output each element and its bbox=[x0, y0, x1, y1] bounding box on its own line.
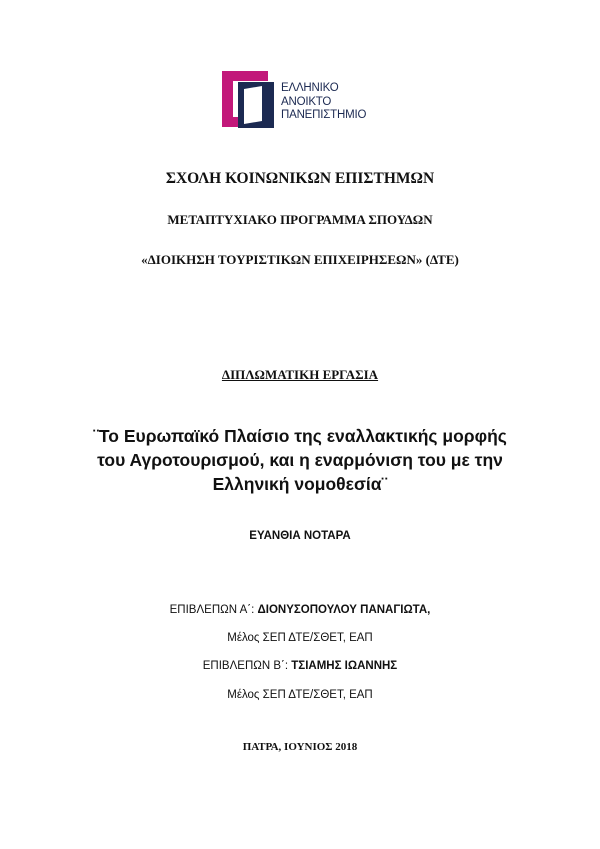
place-and-date: ΠΑΤΡΑ, ΙΟΥΝΙΟΣ 2018 bbox=[242, 741, 358, 753]
supervisor-a-role: Μέλος ΣΕΠ ΔΤΕ/ΣΘΕΤ, ΕΑΠ bbox=[227, 632, 373, 644]
supervisor-b-label: ΕΠΙΒΛΕΠΩΝ Β΄: bbox=[202, 660, 292, 672]
school-name: ΣΧΟΛΗ ΚΟΙΝΩΝΙΚΩΝ ΕΠΙΣΤΗΜΩΝ bbox=[165, 170, 435, 187]
supervisor-a-label: ΕΠΙΒΛΕΠΩΝ Α΄: bbox=[169, 604, 258, 616]
thesis-title-line-3: Ελληνική νομοθεσία¨ bbox=[212, 474, 388, 494]
thesis-title-line-2: του Αγροτουρισμού, και η εναρμόνιση του με την bbox=[97, 450, 503, 470]
university-logo bbox=[222, 71, 382, 133]
author-name: ΕΥΑΝΘΙΑ ΝΟΤΑΡΑ bbox=[249, 530, 351, 542]
logo-line-3: ΠΑΝΕΠΙΣΤΗΜΙΟ bbox=[281, 109, 367, 121]
supervisor-b bbox=[0, 660, 600, 672]
supervisor-b-role: Μέλος ΣΕΠ ΔΤΕ/ΣΘΕΤ, ΕΑΠ bbox=[227, 689, 373, 701]
supervisor-a-name: ΔΙΟΝΥΣΟΠΟΥΛΟΥ ΠΑΝΑΓΙΩΤΑ, bbox=[257, 604, 431, 616]
subprogram-name: «ΔΙΟΙΚΗΣΗ ΤΟΥΡΙΣΤΙΚΩΝ ΕΠΙΧΕΙΡΗΣΕΩΝ» (ΔΤΕ) bbox=[141, 252, 459, 267]
program-name: ΜΕΤΑΠΤΥΧΙΑΚΟ ΠΡΟΓΡΑΜΜΑ ΣΠΟΥΔΩΝ bbox=[167, 212, 433, 227]
logo-line-2: ΑΝΟΙΚΤΟ bbox=[281, 95, 332, 108]
university-logo-icon bbox=[222, 71, 278, 133]
supervisor-b-name: ΤΣΙΑΜΗΣ ΙΩΑΝΝΗΣ bbox=[291, 660, 398, 672]
thesis-title bbox=[60, 424, 540, 496]
logo-text bbox=[281, 82, 366, 123]
thesis-title-line-1: ¨Το Ευρωπαϊκό Πλαίσιο της εναλλακτικής μορφής bbox=[93, 426, 507, 446]
logo-line-1: ΕΛΛΗΝΙΚΟ bbox=[281, 82, 339, 94]
supervisor-a bbox=[0, 604, 600, 616]
thesis-type-heading: ΔΙΠΛΩΜΑΤΙΚΗ ΕΡΓΑΣΙΑ bbox=[221, 367, 379, 382]
